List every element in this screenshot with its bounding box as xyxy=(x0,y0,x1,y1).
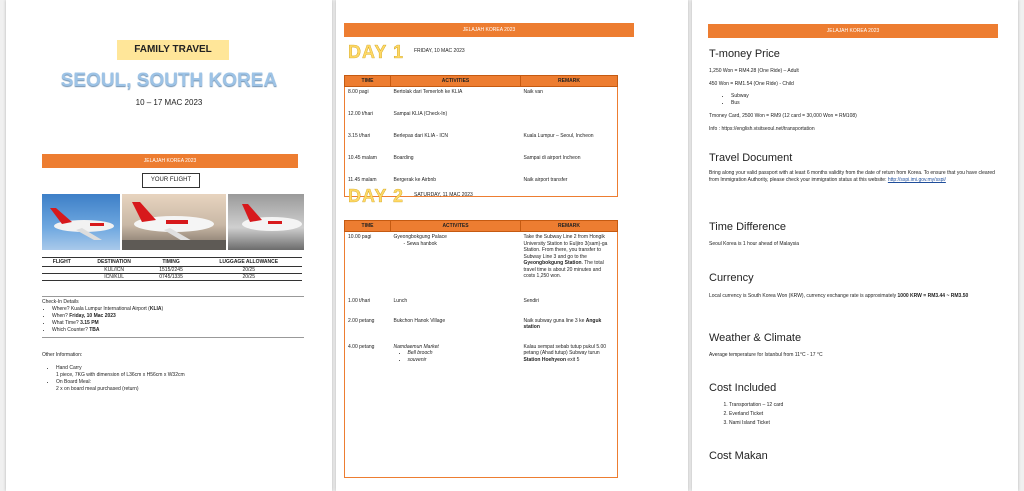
other-information xyxy=(42,352,304,393)
airplane-photo-1 xyxy=(42,194,120,250)
table-row: 4.00 petang Namdaemun Market • Bell brooch • souvenir Kalau sempat sebab tutup pukul 5.00 petang (Ahad tutup) Subway turun Station Hoehyeon exit 5 xyxy=(345,342,618,478)
flight-col-header: DESTINATION xyxy=(82,258,147,267)
list-item: 1. Transportation – 12 card xyxy=(729,402,783,409)
flight-table xyxy=(42,257,302,281)
cost-makan-heading: Cost Makan xyxy=(709,450,768,462)
trip-dates: 10 – 17 MAC 2023 xyxy=(135,98,203,107)
travel-document-heading: Travel Document xyxy=(709,152,793,164)
col-header-activities: ACTIVITIES xyxy=(391,76,521,87)
list-item: • souvenir xyxy=(408,357,518,364)
checkin-details xyxy=(42,296,304,338)
immigration-link[interactable]: http://sspi.imi.gov.my/sspi/ xyxy=(887,177,946,183)
table-row xyxy=(42,274,302,281)
list-item: • When? Friday, 10 Mac 2023 xyxy=(52,313,304,320)
list-item: • Which Counter? TBA xyxy=(52,327,304,334)
table-row: 3.15 t/hari Berlepas dari KLIA - ICN Kuala Lumpur – Seoul, Incheon xyxy=(348,132,594,139)
flight-col-header: FLIGHT xyxy=(42,258,82,267)
col-header-activities: ACTIVITES xyxy=(391,221,521,232)
other-title: Other Information: xyxy=(42,352,83,358)
list-item: • Bus xyxy=(731,100,999,107)
time-difference-heading: Time Difference xyxy=(709,221,787,233)
family-travel-badge: FAMILY TRAVEL xyxy=(117,40,229,60)
day-2-table xyxy=(344,220,618,478)
list-item: • Bell brooch xyxy=(408,350,518,357)
table-row: 1.00 t/hari Lunch Sendiri xyxy=(348,297,540,304)
flight-col-header: LUGGAGE ALLOWANCE xyxy=(195,258,302,267)
page-2 xyxy=(336,0,688,491)
checkin-list xyxy=(42,306,304,334)
weather-text: Average temperature for Istanbul from 11°C - 17 °C xyxy=(709,352,823,358)
col-header-remark: REMARK xyxy=(521,76,618,87)
page-header-bar: JELAJAH KOREA 2023 xyxy=(42,154,298,168)
list-item: • Where? Kuala Lumpur International Airport (KLIA) xyxy=(52,306,304,313)
col-header-time: TIME xyxy=(345,76,391,87)
day-1-table xyxy=(344,75,618,197)
currency-text: Local currency is South Korea Won (KRW), currency exchange rate is approximately 1000 KRW = RM3.44 ~ RM3.50 xyxy=(709,293,969,299)
checkin-title: Check-In Details xyxy=(42,299,79,305)
day-1-heading: DAY 1 xyxy=(348,42,405,62)
trip-title: SEOUL, SOUTH KOREA xyxy=(60,70,278,91)
page-header-bar: JELAJAH KOREA 2023 xyxy=(708,24,998,38)
table-row: 12.00 t/hari Sampai KLIA (Check-In) xyxy=(348,110,448,117)
col-header-remark: REMARK xyxy=(521,221,618,232)
table-row: 11.45 malam Bergerak ke Airbnb Naik airport transfer xyxy=(348,176,568,183)
flight-cell: 1515/2245 xyxy=(147,267,196,274)
time-difference-text: Seoul Korea is 1 hour ahead of Malaysia xyxy=(709,241,800,247)
page-3 xyxy=(692,0,1018,491)
page-header-bar: JELAJAH KOREA 2023 xyxy=(344,23,634,37)
list-item: • On Board Meal: 2 x on board meal purchased (return) xyxy=(56,379,304,393)
page-1 xyxy=(6,0,332,491)
table-row: 10.00 pagi Gyeongbokgung Palace - Sewa hanbok Take the Subway Line 2 from Hongik University Station to Euljiro 3(sam)-ga Station. From there, you transfer to Subway Line 3 and go to the Gyeongbokgung Station. The total travel time is about 20 minutes and costs 1,250 won. xyxy=(348,234,608,279)
tmoney-heading: T-money Price xyxy=(709,48,780,60)
flight-col-header: TIMING xyxy=(147,258,196,267)
list-item: • Hand Carry 1 piece, 7KG with dimension of L36cm x H56cm x W32cm xyxy=(56,365,304,379)
your-flight-box: YOUR FLIGHT xyxy=(142,173,200,188)
flight-cell: 20/25 xyxy=(195,267,302,274)
table-row: 2.00 petang Bukchon Hanok Village Naik subway guna line 3 ke Anguk station xyxy=(348,317,602,330)
flight-cell: 0745/1335 xyxy=(147,274,196,281)
cost-included-heading: Cost Included xyxy=(709,382,777,394)
day-1-date: FRIDAY, 10 MAC 2023 xyxy=(414,48,465,54)
day-2-date: SATURDAY, 11 MAC 2023 xyxy=(414,192,473,198)
flight-cell: ICN/KUL xyxy=(82,274,147,281)
flight-cell: 20/25 xyxy=(195,274,302,281)
tmoney-section: 1,250 Won = RM4.28 (One Ride) – Adult 450 Won = RM1.54 (One Ride) - Child • Subway • Bus Tmoney Card, 2500 Won = RM9 (12 card = 30,000 Won = RM108) Info : https://english.visitseoul.net/transportation xyxy=(709,68,999,133)
currency-heading: Currency xyxy=(709,272,754,284)
list-item: 2. Everland Ticket xyxy=(729,411,783,418)
travel-document-text: Bring along your valid passport with at least 6 months validity from the date of return from Korea. To ensure that you have cleared from Immigration Authority, please check your immigration status at this website: http://sspi.imi.gov.my/sspi/ xyxy=(709,170,995,183)
flight-cell xyxy=(42,267,82,274)
list-item: 3. Nami Island Ticket xyxy=(729,420,783,427)
flight-cell xyxy=(42,274,82,281)
list-item: • What Time? 3.15 PM xyxy=(52,320,304,327)
col-header-time: TIME xyxy=(345,221,391,232)
airplane-photo-3 xyxy=(228,194,304,250)
other-list xyxy=(42,365,304,393)
weather-heading: Weather & Climate xyxy=(709,332,802,344)
table-row: 10.45 malam Boarding Sampai di airport Incheon xyxy=(348,154,581,161)
cost-included-list xyxy=(709,402,783,427)
tmoney-modes xyxy=(709,93,999,107)
list-item: • Subway xyxy=(731,93,999,100)
day-2-heading: DAY 2 xyxy=(348,186,405,206)
table-row: 8.00 pagi Bertolak dari Temerloh ke KLIA Naik van xyxy=(348,89,543,95)
flight-cell: KUL/ICN xyxy=(82,267,147,274)
airplane-photo-2 xyxy=(122,194,226,250)
table-row xyxy=(42,267,302,274)
